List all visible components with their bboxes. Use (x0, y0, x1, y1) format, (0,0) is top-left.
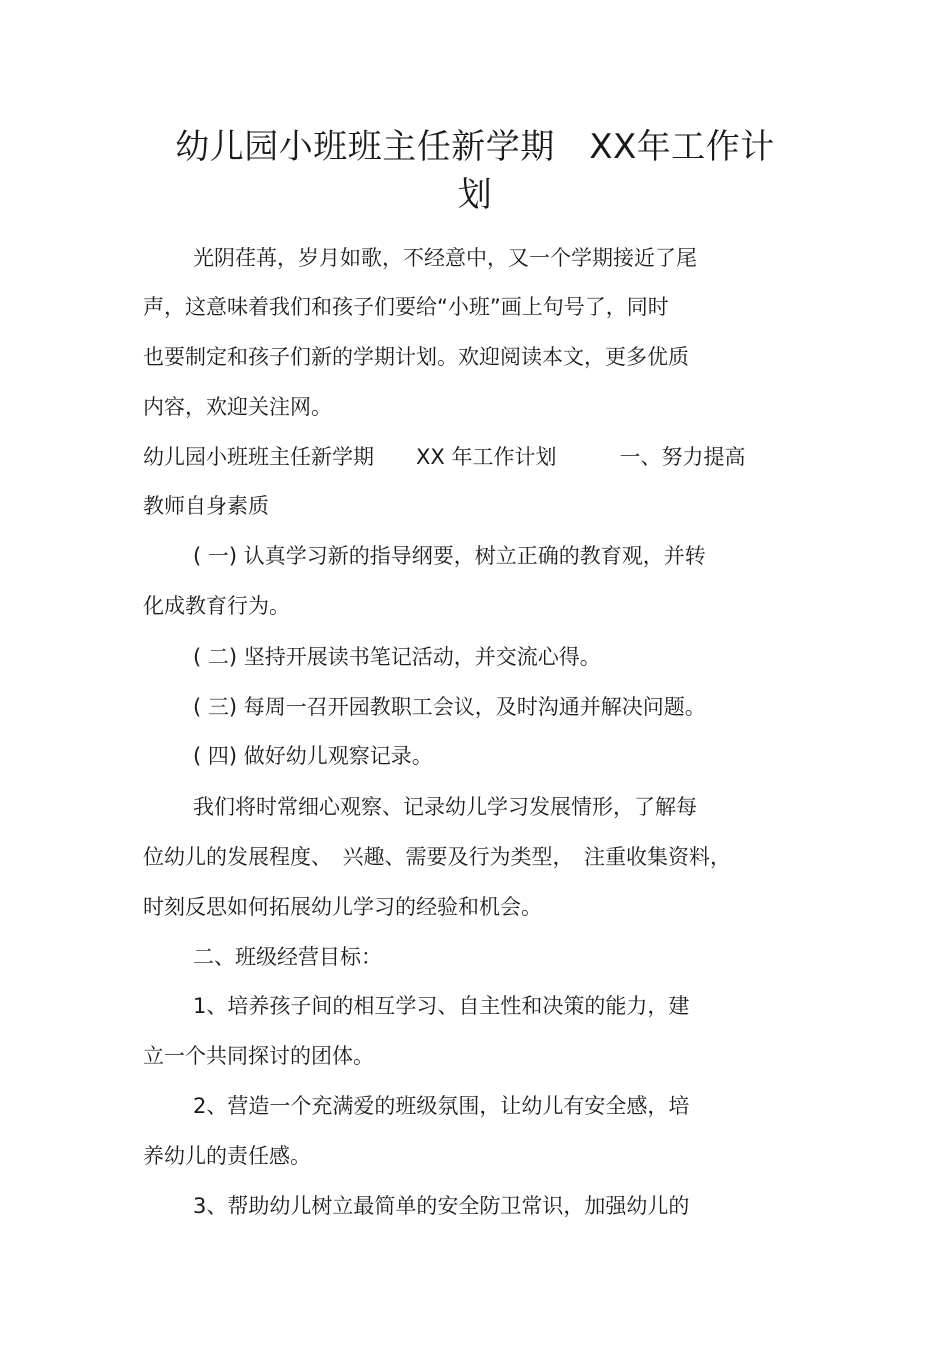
paragraph-line: ( 四) 做好幼儿观察记录。 (193, 744, 433, 768)
paragraph-line: 二、班级经营目标： (193, 945, 382, 969)
paragraph-line: 我们将时常细心观察、记录幼儿学习发展情形，了解每 (193, 795, 697, 819)
paragraph-line: 声，这意味着我们和孩子们要给“小班”画上句号了，同时 (143, 295, 669, 319)
paragraph-line: 2、营造一个充满爱的班级氛围，让幼儿有安全感，培 (193, 1094, 690, 1118)
paragraph-line: ( 二) 坚持开展读书笔记活动，并交流心得。 (193, 645, 601, 669)
paragraph-line: 立一个共同探讨的团体。 (143, 1044, 374, 1068)
document-title-line-2: 划 (457, 175, 493, 215)
paragraph-line: 内容，欢迎关注网。 (143, 395, 332, 419)
paragraph-line: 时刻反思如何拓展幼儿学习的经验和机会。 (143, 895, 542, 919)
paragraph-line: ( 一) 认真学习新的指导纲要，树立正确的教育观，并转 (193, 544, 706, 568)
document-title-line-1: 幼儿园小班班主任新学期 XX年工作计 (175, 127, 775, 167)
paragraph-line: 也要制定和孩子们新的学期计划。欢迎阅读本文，更多优质 (143, 345, 689, 369)
paragraph-line: 教师自身素质 (143, 494, 269, 518)
paragraph-line: 3、帮助幼儿树立最简单的安全防卫常识，加强幼儿的 (193, 1194, 690, 1218)
paragraph-line: 光阴荏苒，岁月如歌，不经意中，又一个学期接近了尾 (193, 246, 697, 270)
paragraph-line: ( 三) 每周一召开园教职工会议，及时沟通并解决问题。 (193, 695, 706, 719)
paragraph-line: 养幼儿的责任感。 (143, 1144, 311, 1168)
paragraph-line: 1、培养孩子间的相互学习、自主性和决策的能力，建 (193, 994, 690, 1018)
paragraph-line: 化成教育行为。 (143, 594, 290, 618)
paragraph-line: 幼儿园小班班主任新学期 XX 年工作计划 一、努力提高 (143, 445, 746, 469)
paragraph-line: 位幼儿的发展程度、 兴趣、需要及行为类型， 注重收集资料， (143, 845, 731, 869)
